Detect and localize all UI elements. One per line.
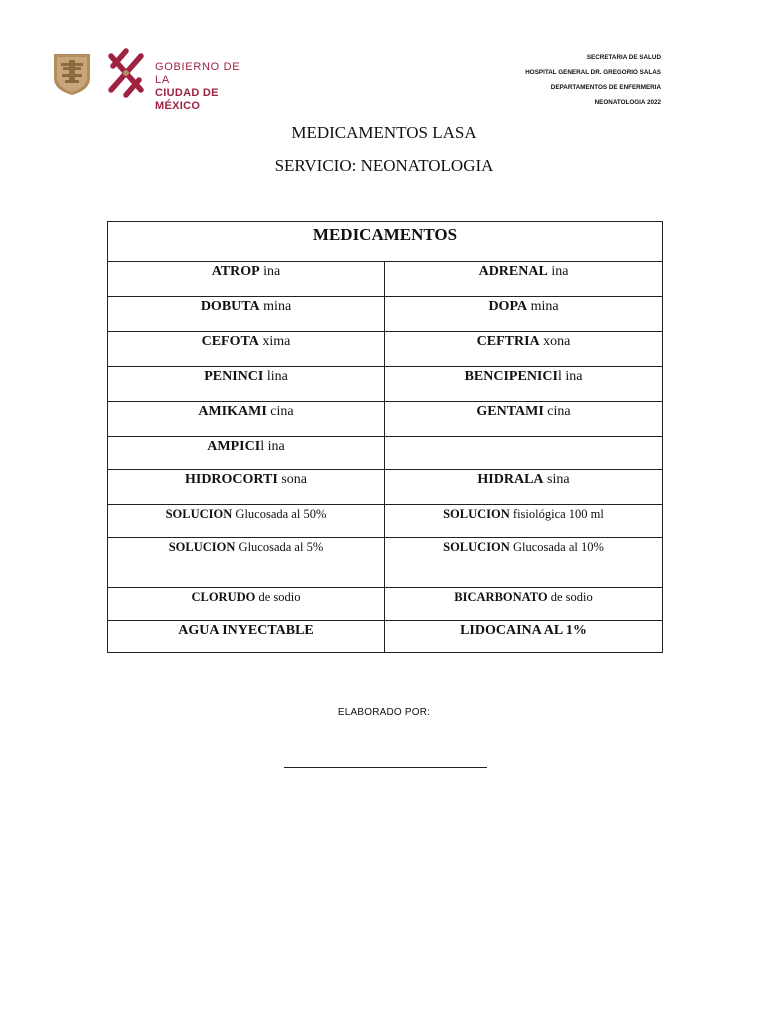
medication-name-bold: ATROP	[211, 264, 260, 279]
government-line-1: GOBIERNO DE LA	[155, 61, 241, 86]
government-name	[155, 61, 257, 113]
medication-name-rest: mina	[259, 299, 292, 314]
table-cell	[385, 621, 663, 653]
cdmx-logo-icon	[103, 48, 149, 98]
table-row	[108, 588, 663, 621]
medication-name-bold: SOLUCION	[443, 540, 510, 554]
table-header: MEDICAMENTOS	[108, 222, 663, 262]
table-cell	[385, 402, 663, 437]
medication-name-bold: SOLUCION	[168, 540, 236, 554]
medication-name-rest: cina	[543, 404, 571, 419]
table-row	[108, 262, 663, 297]
medication-name-rest: l ina	[557, 369, 583, 384]
medication-name-rest: Glucosada al 50%	[232, 507, 327, 521]
medications-table	[107, 221, 663, 653]
medication-name-bold: BICARBONATO	[454, 590, 548, 604]
medication-name-bold: BENCIPENICI	[464, 369, 558, 384]
medication-name-bold: SOLUCION	[443, 507, 510, 521]
medication-name-bold: AMPICI	[207, 439, 261, 454]
table-cell	[108, 505, 385, 538]
medication-name-rest: cina	[266, 404, 294, 419]
table-cell	[108, 367, 385, 402]
elaborado-label: ELABORADO POR:	[337, 707, 431, 718]
medication-name-rest: sina	[543, 472, 570, 487]
table-row	[108, 332, 663, 367]
table-row	[108, 402, 663, 437]
table-cell	[385, 437, 663, 470]
table-body	[108, 262, 663, 653]
medication-name-rest: Glucosada al 5%	[235, 540, 324, 554]
table-cell	[385, 297, 663, 332]
table-row	[108, 297, 663, 332]
medication-name-bold: CLORUDO	[191, 590, 256, 604]
coat-of-arms-icon	[52, 52, 92, 96]
table-row	[108, 437, 663, 470]
medication-name-bold: CEFTRIA	[476, 334, 540, 349]
medication-name-rest: fisiológica 100 ml	[509, 507, 604, 521]
medication-name-rest: de sodio	[547, 590, 593, 604]
table-cell	[108, 588, 385, 621]
table-row	[108, 505, 663, 538]
table-cell	[108, 538, 385, 588]
table-cell	[385, 262, 663, 297]
header-line: SECRETARIA DE SALUD	[586, 54, 661, 61]
medication-name-bold: GENTAMI	[476, 404, 544, 419]
medication-name-bold: CEFOTA	[201, 334, 259, 349]
medication-name-bold: PENINCI	[204, 369, 264, 384]
table-cell	[108, 297, 385, 332]
table-cell	[385, 367, 663, 402]
table-cell	[108, 402, 385, 437]
medication-name-rest: de sodio	[255, 590, 301, 604]
table-row	[108, 621, 663, 653]
medication-name-rest: l ina	[260, 439, 285, 454]
medication-name-rest: mina	[527, 299, 559, 314]
table-row	[108, 367, 663, 402]
table-row	[108, 538, 663, 588]
medication-name-rest: xima	[258, 334, 291, 349]
table-cell	[108, 621, 385, 653]
medication-name-bold: AMIKAMI	[198, 404, 267, 419]
medication-name-bold: HIDRALA	[477, 472, 544, 487]
table-cell	[108, 470, 385, 505]
table-cell	[108, 262, 385, 297]
table-row	[108, 470, 663, 505]
header-line: HOSPITAL GENERAL DR. GREGORIO SALAS	[525, 69, 661, 76]
medication-name-bold: DOPA	[488, 299, 528, 314]
medication-name-rest: sona	[277, 472, 308, 487]
medication-name-bold: DOBUTA	[200, 299, 260, 314]
medication-name-bold: ADRENAL	[478, 264, 548, 279]
table-cell	[385, 505, 663, 538]
header-logos	[52, 44, 257, 112]
document-subtitle: SERVICIO: NEONATOLOGIA	[274, 156, 494, 175]
institution-header	[525, 50, 661, 110]
medication-name-bold: AGUA INYECTABLE	[178, 623, 314, 638]
medication-name-rest: Glucosada al 10%	[509, 540, 604, 554]
medication-name-bold: SOLUCION	[165, 507, 233, 521]
table-header-row	[108, 222, 663, 262]
medication-name-bold: HIDROCORTI	[184, 472, 278, 487]
table-cell	[385, 588, 663, 621]
table-cell	[385, 470, 663, 505]
table-cell	[108, 332, 385, 367]
table-cell	[385, 538, 663, 588]
medication-name-rest: lina	[263, 369, 288, 384]
table-cell	[108, 437, 385, 470]
medication-name-rest: ina	[259, 264, 281, 279]
header-line: NEONATOLOGIA 2022	[594, 99, 661, 106]
document-title: MEDICAMENTOS LASA	[291, 123, 477, 142]
government-line-2: CIUDAD DE MÉXICO	[155, 87, 219, 112]
medication-name-rest: ina	[547, 264, 569, 279]
signature-line	[284, 767, 487, 768]
table-cell	[385, 332, 663, 367]
medication-name-bold: LIDOCAINA AL 1%	[460, 623, 587, 638]
header-line: DEPARTAMENTOS DE ENFERMERIA	[550, 84, 661, 91]
medication-name-rest: xona	[539, 334, 571, 349]
